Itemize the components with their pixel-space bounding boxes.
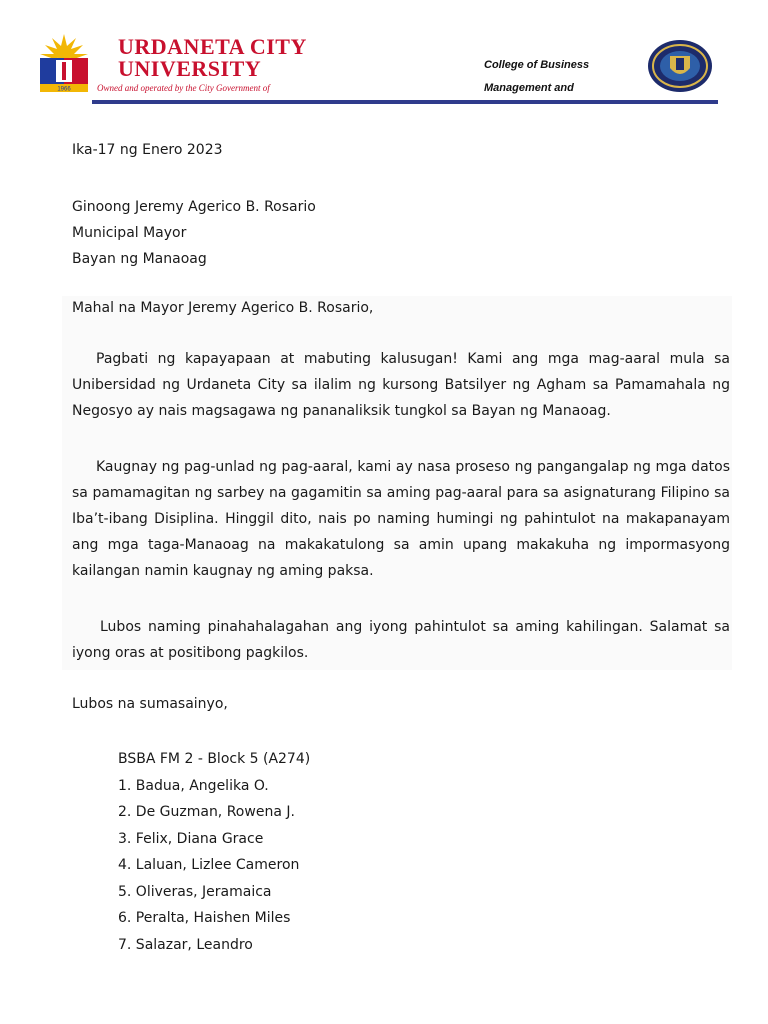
header-divider xyxy=(92,100,718,104)
university-name xyxy=(118,36,307,80)
body-paragraph-2: Kaugnay ng pag-unlad ng pag-aaral, kami ay nasa proseso ng pangangalap ng mga datos sa pamamagitan ng sarbey na gagamitin sa aming pag-aaral para sa asignaturang Filipino sa Iba’t-ibang Disiplina. Hinggil dito, nais po naming humingi ng pahintulot na makapanayam ang mga taga-Manaoag na makakatulong sa amin upang makakuha ng impormasyong kailangan namin kaugnay ng aming paksa. xyxy=(72,459,730,579)
recipient-location: Bayan ng Manaoag xyxy=(72,251,207,267)
letterhead xyxy=(0,0,768,110)
college-name-line1: College of Business xyxy=(484,59,590,71)
university-name-line1: URDANETA CITY xyxy=(118,34,307,59)
recipient-title: Municipal Mayor xyxy=(72,225,187,241)
signer-item: 7. Salazar, Leandro xyxy=(118,936,253,953)
college-name-line2: Management and xyxy=(484,82,574,94)
recipient-block xyxy=(72,194,316,272)
salutation: Mahal na Mayor Jeremy Agerico B. Rosario, xyxy=(72,300,374,316)
group-name: BSBA FM 2 - Block 5 (A274) xyxy=(118,751,311,767)
signer-item: 4. Laluan, Lizlee Cameron xyxy=(118,857,300,873)
letter-date: Ika-17 ng Enero 2023 xyxy=(72,142,223,158)
signer-item: 2. De Guzman, Rowena J. xyxy=(118,804,295,820)
body-paragraph-3: Lubos naming pinahahalagahan ang iyong pahintulot sa aming kahilingan. Salamat sa iyong oras at positibong pagkilos. xyxy=(72,619,730,661)
college-seal-icon xyxy=(646,38,714,94)
college-name xyxy=(484,54,589,100)
logo-year: 1966 xyxy=(57,86,71,93)
signer-item: 1. Badua, Angelika O. xyxy=(118,777,269,794)
university-logo-icon xyxy=(36,32,92,94)
university-name-line2: UNIVERSITY xyxy=(118,56,262,81)
signer-item: 6. Peralta, Haishen Miles xyxy=(118,910,291,926)
body-paragraph-1: Pagbati ng kapayapaan at mabuting kalusugan! Kami ang mga mag-aaral mula sa Unibersidad ng Urdaneta City sa ilalim ng kursong Batsilyer ng Agham sa Pamamahala ng Negosyo ay nais magsagawa ng pananaliksik tungkol sa Bayan ng Manaoag. xyxy=(72,351,730,419)
signer-item: 5. Oliveras, Jeramaica xyxy=(118,883,272,900)
recipient-name: Ginoong Jeremy Agerico B. Rosario xyxy=(72,199,316,215)
closing: Lubos na sumasainyo, xyxy=(72,696,228,712)
signers-list xyxy=(118,746,310,958)
signer-item: 3. Felix, Diana Grace xyxy=(118,830,264,847)
university-subtitle: Owned and operated by the City Government of xyxy=(97,83,270,93)
